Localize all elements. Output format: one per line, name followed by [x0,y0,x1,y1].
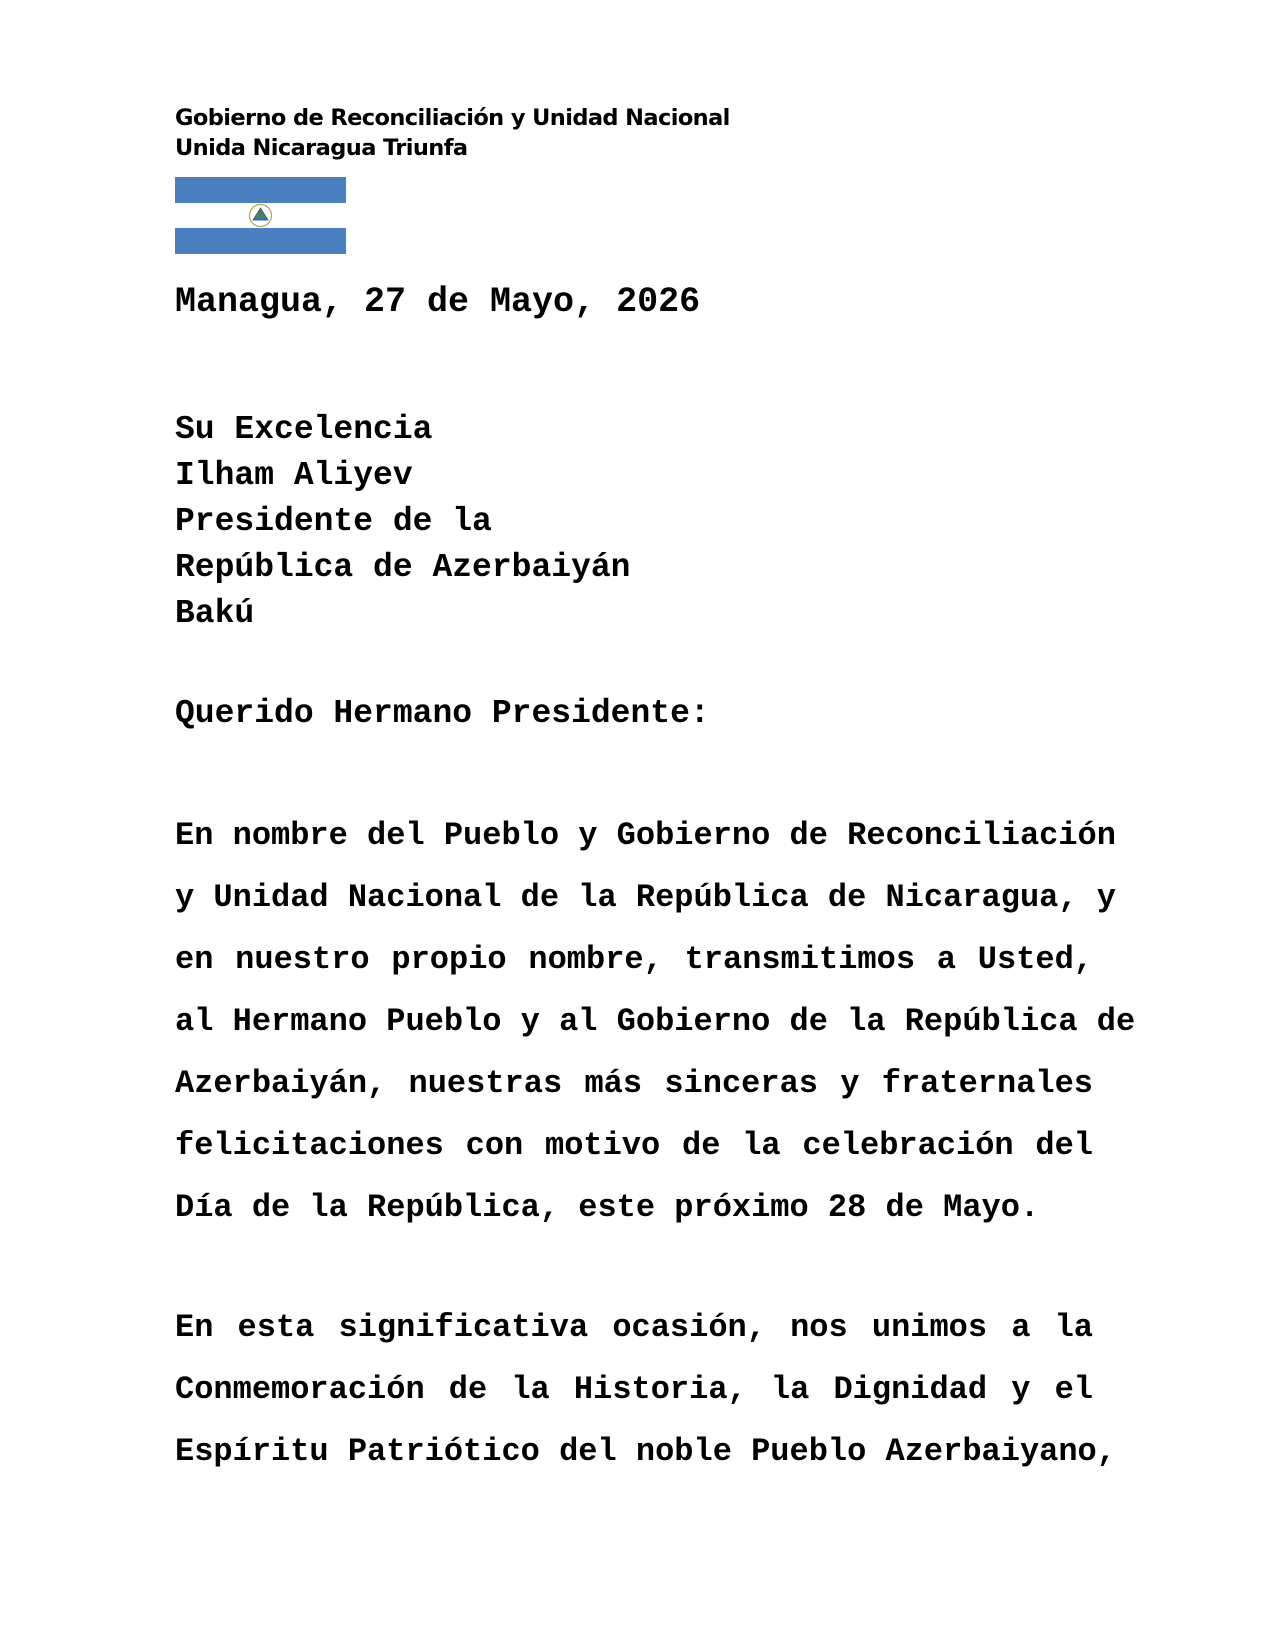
paragraph-line: En esta significativa ocasión, nos unimos a la [175,1309,1093,1346]
address-line: República de Azerbaiyán [175,549,631,586]
salutation: Querido Hermano Presidente: [175,695,710,732]
paragraph-line: Día de la República, este próximo 28 de Mayo. [175,1189,1040,1226]
paragraph-line: al Hermano Pueblo y al Gobierno de la República de [175,1003,1136,1040]
paragraph-line: y Unidad Nacional de la República de Nicaragua, y [175,879,1116,916]
letterhead-slogan: Unida Nicaragua Triunfa [175,135,468,161]
paragraph-commemoration [175,1297,1116,1483]
letterhead-government-name: Gobierno de Reconciliación y Unidad Nacional [175,105,730,131]
address-line: Ilham Aliyev [175,457,413,494]
paragraph-line: En nombre del Pueblo y Gobierno de Reconciliación [175,817,1116,854]
paragraph-line: felicitaciones con motivo de la celebración del [175,1127,1093,1164]
address-line: Presidente de la [175,503,492,540]
nicaragua-flag-icon [175,177,346,254]
paragraph-line: en nuestro propio nombre, transmitimos a Usted, [175,941,1093,978]
letter-date: Managua, 27 de Mayo, 2026 [175,282,701,322]
paragraph-line: Azerbaiyán, nuestras más sinceras y fraternales [175,1065,1093,1102]
recipient-address [175,407,630,637]
paragraph-congratulations [175,805,1136,1239]
paragraph-line: Espíritu Patriótico del noble Pueblo Azerbaiyano, [175,1433,1116,1470]
address-line: Su Excelencia [175,411,433,448]
address-line: Bakú [175,595,255,632]
coat-of-arms-icon [250,205,272,227]
letterhead [175,103,730,163]
paragraph-line: Conmemoración de la Historia, la Dignidad y el [175,1371,1093,1408]
